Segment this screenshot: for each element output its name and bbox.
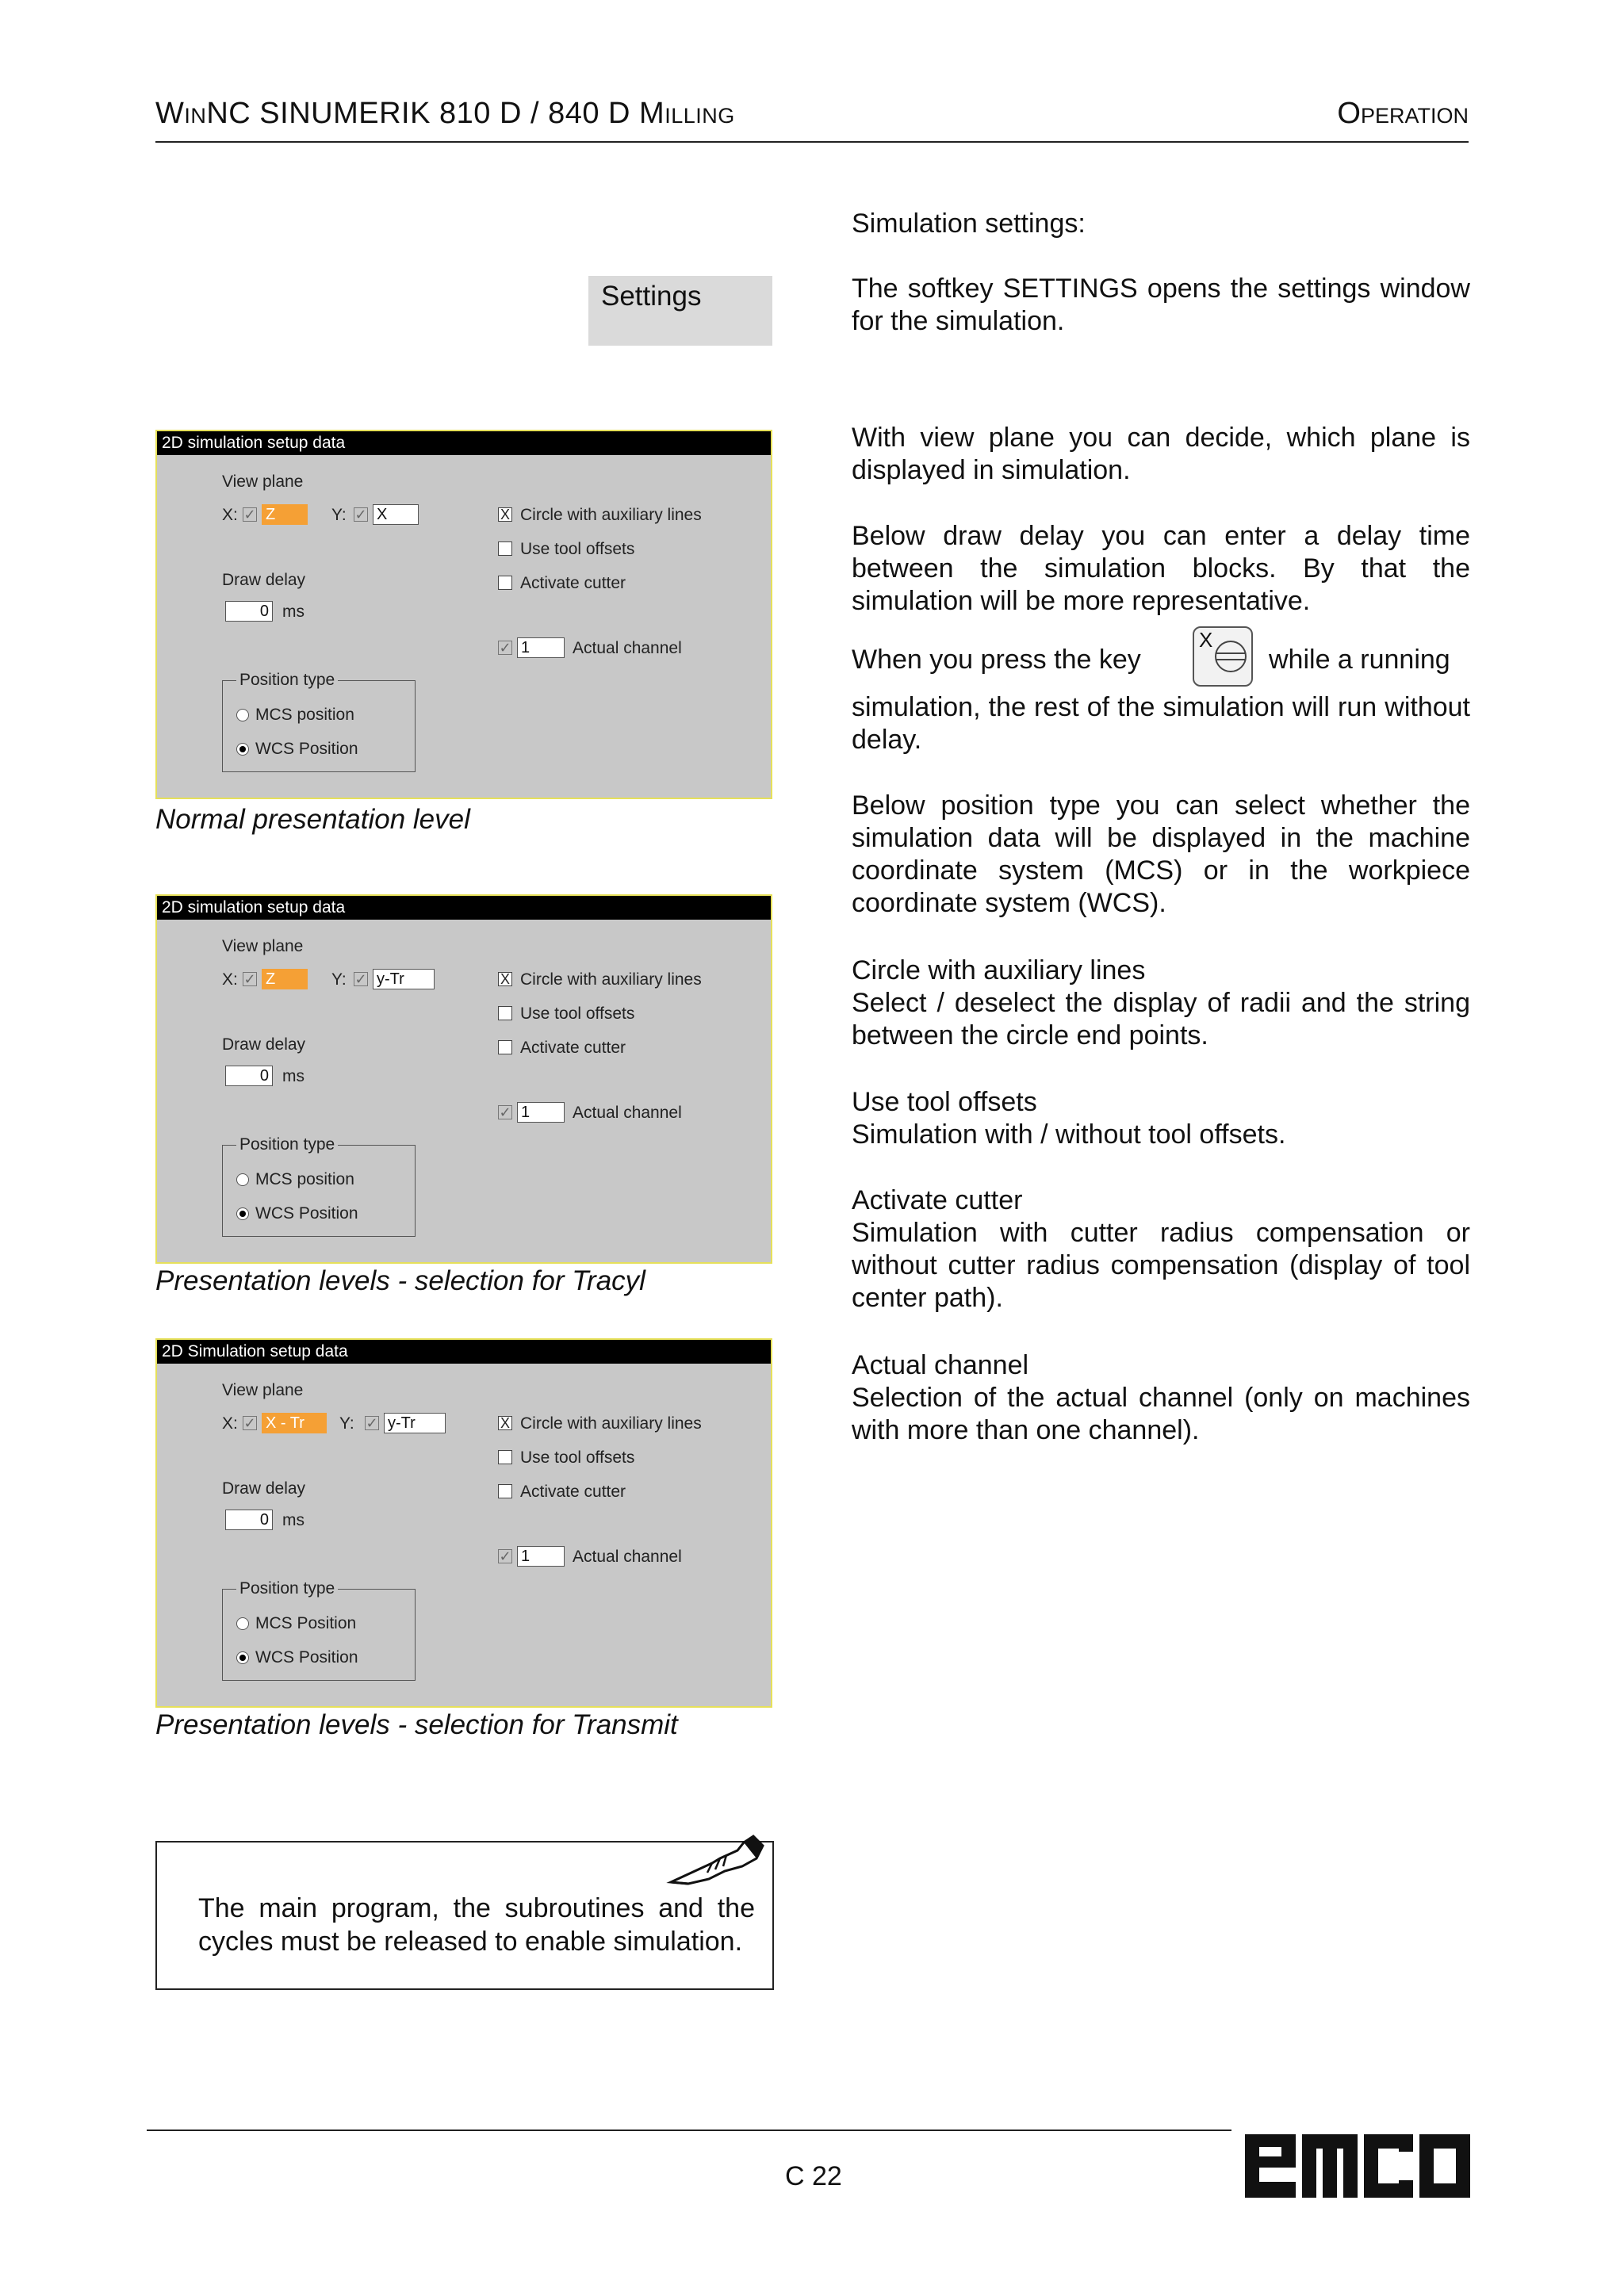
section-title-text: Operation <box>1337 97 1469 130</box>
mcs-position-label: MCS Position <box>255 1614 357 1632</box>
dialog-title: 2D simulation setup data <box>157 431 771 455</box>
x-axis-field[interactable]: Z <box>262 969 308 989</box>
dialog-title: 2D Simulation setup data <box>157 1340 771 1364</box>
settings-paragraph-text: The softkey SETTINGS opens the settings window for the simulation. <box>852 274 1470 336</box>
wcs-position-radio[interactable] <box>236 743 249 756</box>
view-plane-label: View plane <box>222 473 304 491</box>
key-paragraph-line2 <box>852 691 1470 756</box>
header-rule <box>155 141 1469 143</box>
mcs-position-radio[interactable] <box>236 1173 249 1186</box>
mcs-position-label: MCS position <box>255 1170 354 1188</box>
x-axis-field[interactable]: X - Tr <box>262 1413 327 1433</box>
circle-aux-lines-checkbox[interactable]: X <box>498 507 512 522</box>
wcs-position-label: WCS Position <box>255 740 358 758</box>
activate-cutter-checkbox[interactable] <box>498 1484 512 1498</box>
use-tool-offsets-label: Use tool offsets <box>520 1448 635 1467</box>
view-plane-label: View plane <box>222 1381 304 1399</box>
y-axis-checkbox[interactable]: ✓ <box>354 507 367 522</box>
setup-dialog-tracyl <box>155 894 772 1264</box>
settings-softkey[interactable] <box>588 276 772 346</box>
tool-offsets-paragraph-body: Simulation with / without tool offsets. <box>852 1119 1286 1150</box>
settings-softkey-label: Settings <box>601 281 702 312</box>
key-symbol-icon <box>1213 639 1248 674</box>
wcs-position-label: WCS Position <box>255 1204 358 1223</box>
y-axis-field[interactable]: X <box>373 504 419 525</box>
draw-delay-unit: ms <box>282 1067 304 1085</box>
draw-delay-label: Draw delay <box>222 1035 306 1054</box>
dialog-title: 2D simulation setup data <box>157 896 771 920</box>
activate-cutter-checkbox[interactable] <box>498 576 512 590</box>
tool-offsets-paragraph <box>852 1086 1470 1151</box>
document-title <box>155 97 735 131</box>
mcs-position-label: MCS position <box>255 706 354 724</box>
y-axis-label: Y: <box>331 970 347 989</box>
circle-aux-lines-checkbox[interactable]: X <box>498 1416 512 1430</box>
position-type-paragraph-text: Below position type you can select whether the simulation data will be displayed in the machine coordinate system (MCS) or in the workpiece coordinate system (WCS). <box>852 790 1470 918</box>
activate-cutter-label: Activate cutter <box>520 574 626 592</box>
settings-paragraph <box>852 273 1470 338</box>
key-paragraph-before: When you press the key <box>852 645 1141 675</box>
caption-normal: Normal presentation level <box>155 804 470 835</box>
actual-channel-label: Actual channel <box>573 1548 682 1566</box>
wcs-position-label: WCS Position <box>255 1648 358 1667</box>
circle-aux-lines-checkbox[interactable]: X <box>498 972 512 986</box>
view-plane-paragraph-text: With view plane you can decide, which plane is displayed in simulation. <box>852 423 1470 485</box>
draw-delay-field[interactable]: 0 <box>225 1066 273 1086</box>
position-type-label: Position type <box>236 1579 338 1598</box>
key-paragraph-line1 <box>852 644 1470 676</box>
note-box <box>155 1841 774 1990</box>
circle-aux-lines-label: Circle with auxiliary lines <box>520 1414 702 1433</box>
circle-aux-lines-label: Circle with auxiliary lines <box>520 970 702 989</box>
position-type-paragraph <box>852 790 1470 920</box>
simulation-settings-heading: Simulation settings: <box>852 209 1086 239</box>
y-axis-checkbox[interactable]: ✓ <box>354 971 367 987</box>
draw-delay-field[interactable]: 0 <box>225 1510 273 1530</box>
note-text: The main program, the subroutines and the cycles must be released to enable simulation. <box>198 1893 755 1957</box>
wcs-position-radio[interactable] <box>236 1651 249 1664</box>
use-tool-offsets-label: Use tool offsets <box>520 540 635 558</box>
circle-paragraph-title: Circle with auxiliary lines <box>852 955 1146 985</box>
caption-transmit: Presentation levels - selection for Transmit <box>155 1709 678 1740</box>
x-axis-label: X: <box>222 506 238 524</box>
activate-cutter-label: Activate cutter <box>520 1039 626 1057</box>
use-tool-offsets-checkbox[interactable] <box>498 1006 512 1020</box>
actual-channel-field[interactable]: 1 <box>517 1546 565 1567</box>
mcs-position-radio[interactable] <box>236 709 249 721</box>
draw-delay-field[interactable]: 0 <box>225 601 273 622</box>
tool-offsets-paragraph-title: Use tool offsets <box>852 1087 1037 1117</box>
x-axis-label: X: <box>222 970 238 989</box>
circle-aux-lines-label: Circle with auxiliary lines <box>520 506 702 524</box>
actual-channel-paragraph-body: Selection of the actual channel (only on machines with more than one channel). <box>852 1383 1470 1445</box>
x-axis-label: X: <box>222 1414 238 1433</box>
activate-cutter-paragraph <box>852 1184 1470 1314</box>
actual-channel-field[interactable]: 1 <box>517 1102 565 1123</box>
use-tool-offsets-checkbox[interactable] <box>498 541 512 556</box>
y-axis-checkbox[interactable]: ✓ <box>366 1415 378 1431</box>
draw-delay-label: Draw delay <box>222 1479 306 1498</box>
wcs-position-radio[interactable] <box>236 1207 249 1220</box>
setup-dialog-transmit <box>155 1338 772 1708</box>
emco-logo <box>1245 2126 1470 2202</box>
actual-channel-checkbox[interactable]: ✓ <box>499 1104 511 1120</box>
actual-channel-paragraph-title: Actual channel <box>852 1350 1029 1380</box>
y-axis-label: Y: <box>331 506 347 524</box>
x-axis-checkbox[interactable]: ✓ <box>243 971 256 987</box>
activate-cutter-checkbox[interactable] <box>498 1040 512 1054</box>
intro-heading <box>852 208 1470 240</box>
setup-dialog-normal <box>155 430 772 799</box>
activate-cutter-paragraph-body: Simulation with cutter radius compensation or without cutter radius compensation (display of tool center path). <box>852 1218 1470 1313</box>
use-tool-offsets-label: Use tool offsets <box>520 1004 635 1023</box>
y-axis-field[interactable]: y-Tr <box>384 1413 446 1433</box>
caption-tracyl: Presentation levels - selection for Tracyl <box>155 1265 645 1296</box>
actual-channel-paragraph <box>852 1349 1470 1447</box>
key-paragraph-after: while a running <box>1269 645 1450 675</box>
draw-delay-unit: ms <box>282 1511 304 1529</box>
page-number: C 22 <box>785 2161 842 2191</box>
footer-rule <box>147 2130 1231 2131</box>
y-axis-field[interactable]: y-Tr <box>373 969 435 989</box>
actual-channel-label: Actual channel <box>573 1104 682 1122</box>
circle-paragraph-body: Select / deselect the display of radii and the string between the circle end points. <box>852 988 1470 1050</box>
actual-channel-field[interactable]: 1 <box>517 637 565 658</box>
position-type-label: Position type <box>236 671 338 690</box>
key-x-glyph: X <box>1199 628 1213 652</box>
position-type-label: Position type <box>236 1135 338 1154</box>
circle-paragraph <box>852 955 1470 1052</box>
y-axis-label: Y: <box>339 1414 354 1433</box>
activate-cutter-label: Activate cutter <box>520 1483 626 1501</box>
draw-delay-paragraph-text: Below draw delay you can enter a delay time between the simulation blocks. By that the simulation will be more representative. <box>852 521 1470 616</box>
x-axis-checkbox[interactable]: ✓ <box>243 1415 256 1431</box>
view-plane-paragraph <box>852 422 1470 487</box>
draw-delay-unit: ms <box>282 603 304 621</box>
actual-channel-checkbox[interactable]: ✓ <box>499 640 511 656</box>
x-axis-checkbox[interactable]: ✓ <box>243 507 256 522</box>
pointing-hand-icon <box>665 1827 768 1898</box>
mcs-position-radio[interactable] <box>236 1617 249 1630</box>
actual-channel-label: Actual channel <box>573 639 682 657</box>
actual-channel-checkbox[interactable]: ✓ <box>499 1548 511 1564</box>
draw-delay-paragraph <box>852 520 1470 618</box>
x-axis-field[interactable]: Z <box>262 504 308 525</box>
use-tool-offsets-checkbox[interactable] <box>498 1450 512 1464</box>
draw-delay-label: Draw delay <box>222 571 306 589</box>
skip-delay-key-icon[interactable] <box>1193 626 1253 687</box>
key-paragraph-cont: simulation, the rest of the simulation will run without delay. <box>852 692 1470 755</box>
view-plane-label: View plane <box>222 937 304 955</box>
section-title <box>1337 97 1469 131</box>
activate-cutter-paragraph-title: Activate cutter <box>852 1185 1023 1215</box>
document-title-text: WinNC SINUMERIK 810 D / 840 D Milling <box>155 97 735 130</box>
